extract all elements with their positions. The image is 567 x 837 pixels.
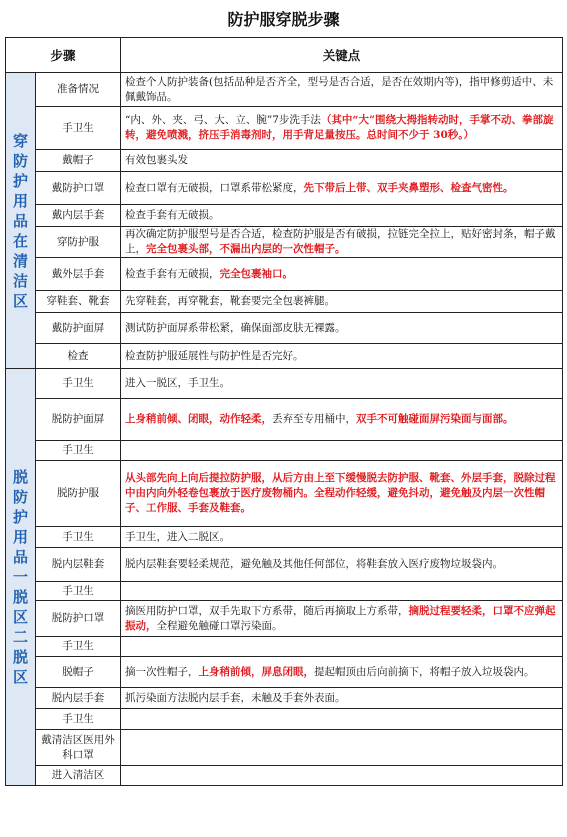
section-label-text: 脱防护用品 一脱区二脱区 (12, 468, 28, 686)
key-point-cell (121, 441, 563, 461)
key-point-emphasis: 完全包裹袖口。 (219, 267, 294, 280)
table-row (6, 291, 563, 313)
key-point-emphasis: 先下带后上带、双手夹鼻塑形、检查气密性。 (303, 181, 514, 194)
step-cell: 手卫生 (36, 369, 121, 399)
key-point-cell (121, 730, 563, 766)
key-point-cell (121, 688, 563, 709)
step-cell: 手卫生 (36, 637, 121, 657)
table-row (6, 344, 563, 369)
step-cell: 手卫生 (36, 527, 121, 548)
key-point-emphasis: （其中“大”围绕大拇指转动时，手掌不动、拳部旋转，避免喷溅，挤压手消毒剂时，用手背足量按压。总时间不少于 30秒。） (125, 114, 554, 141)
table-row (6, 313, 563, 344)
step-cell: 手卫生 (36, 441, 121, 461)
key-point-cell (121, 709, 563, 730)
table-header-row (6, 38, 563, 73)
step-cell: 戴清洁区医用外科口罩 (36, 730, 121, 766)
step-cell: 穿鞋套、靴套 (36, 291, 121, 313)
page-title: 防护服穿脱步骤 (227, 10, 340, 29)
key-point-emphasis: 双手不可触碰面屏污染面与面部。 (356, 413, 514, 425)
key-point-cell (121, 313, 563, 344)
step-cell: 脱帽子 (36, 657, 121, 688)
key-point-text: 全程避免触碰口罩污染面。 (156, 619, 283, 632)
table-row (6, 582, 563, 601)
steps-table (5, 37, 563, 786)
step-cell: 准备情况 (36, 73, 121, 107)
key-point-cell (121, 107, 563, 150)
table-row (6, 766, 563, 786)
key-point-text: 提起帽顶由后向前摘下，将帽子放入垃圾袋内。 (314, 665, 535, 678)
table-row (6, 688, 563, 709)
header-step: 步骤 (6, 38, 121, 73)
step-cell: 脱防护面屏 (36, 399, 121, 441)
step-cell: 脱防护服 (36, 461, 121, 527)
table-row (6, 205, 563, 227)
table-row (6, 150, 563, 172)
key-point-cell (121, 399, 563, 441)
key-point-cell (121, 582, 563, 601)
step-cell: 脱防护口罩 (36, 601, 121, 637)
table-row (6, 527, 563, 548)
step-cell: 进入清洁区 (36, 766, 121, 786)
section-label (6, 369, 36, 786)
key-point-text: 有效包裹头发 (125, 154, 189, 166)
table-row (6, 107, 563, 150)
step-cell: 戴外层手套 (36, 258, 121, 291)
table-row (6, 461, 563, 527)
table-row (6, 258, 563, 291)
table-row (6, 369, 563, 399)
key-point-emphasis: 上身稍前倾，屏息闭眼， (198, 665, 315, 678)
header-key: 关键点 (121, 38, 563, 73)
table-row (6, 73, 563, 107)
key-point-emphasis: 上身稍前倾、闭眼，动作轻柔， (125, 413, 273, 425)
key-point-text: 脱内层鞋套要轻柔规范，避免触及其他任何部位，将鞋套放入医疗废物垃圾袋内。 (125, 558, 504, 570)
table-row (6, 601, 563, 637)
key-point-cell (121, 369, 563, 399)
step-cell: 手卫生 (36, 709, 121, 730)
key-point-text: 丢弃至专用桶中， (272, 413, 357, 425)
table-row (6, 637, 563, 657)
key-point-cell (121, 73, 563, 107)
step-cell: 戴防护面屏 (36, 313, 121, 344)
key-point-text: 检查个人防护装备(包括品种是否齐全，型号是否合适，是否在效期内等)，指甲修剪适中、未佩戴饰品。 (125, 75, 554, 103)
step-cell: 脱内层鞋套 (36, 548, 121, 582)
key-point-cell (121, 657, 563, 688)
table-row (6, 227, 563, 258)
key-point-cell (121, 258, 563, 291)
key-point-cell (121, 150, 563, 172)
key-point-text: 再次确定防护服型号是否合适，检查防护服是否有破损，拉链完全拉上，贴好密封条，帽子戴上， (125, 228, 556, 255)
key-point-cell (121, 527, 563, 548)
key-point-cell (121, 344, 563, 369)
key-point-text: 检查手套有无破损， (125, 267, 220, 280)
table-row (6, 399, 563, 441)
key-point-text: 摘一次性帽子， (125, 665, 199, 678)
step-cell: 手卫生 (36, 107, 121, 150)
key-point-emphasis: 摘脱过程要轻柔，口罩不应弹起振动， (125, 604, 556, 632)
key-point-text: 抓污染面方法脱内层手套，未触及手套外表面。 (125, 691, 346, 704)
key-point-text: 检查防护服延展性与防护性是否完好。 (125, 349, 304, 362)
table-row (6, 172, 563, 205)
key-point-text: 先穿鞋套，再穿靴套，靴套要完全包裹裤腿。 (125, 295, 336, 307)
table-row (6, 441, 563, 461)
key-point-text: 测试防护面屏系带松紧，确保面部皮肤无裸露。 (125, 321, 346, 334)
key-point-cell (121, 205, 563, 227)
key-point-cell (121, 548, 563, 582)
step-cell: 戴内层手套 (36, 205, 121, 227)
key-point-emphasis: 从头部先向上向后提拉防护服，从后方由上至下缓慢脱去防护服、靴套、外层手套，脱除过程中由内向外轻卷包裹放于医疗废物桶内。全程动作轻缓，避免抖动，避免触及内层一次性帽子、工作服、手套及鞋套。 (125, 472, 556, 514)
key-point-text: “内、外、夹、弓、大、立、腕”7步洗手法 (125, 114, 321, 126)
step-cell: 检查 (36, 344, 121, 369)
key-point-text: 进入一脱区，手卫生。 (125, 377, 231, 389)
key-point-text: 手卫生，进入二脱区。 (125, 530, 231, 543)
key-point-cell (121, 637, 563, 657)
key-point-emphasis: 完全包裹头部，不漏出内层的一次性帽子。 (146, 243, 346, 255)
key-point-cell (121, 601, 563, 637)
step-cell: 手卫生 (36, 582, 121, 601)
section-label-text: 穿防护用品 在清洁区 (12, 131, 28, 310)
step-cell: 戴帽子 (36, 150, 121, 172)
table-row (6, 548, 563, 582)
key-point-text: 摘医用防护口罩，双手先取下方系带，随后再摘取上方系带， (125, 604, 409, 617)
key-point-cell (121, 766, 563, 786)
table-row (6, 657, 563, 688)
key-point-text: 检查口罩有无破损，口罩系带松紧度， (125, 181, 304, 194)
table-row (6, 709, 563, 730)
key-point-text: 检查手套有无破损。 (125, 209, 220, 221)
table-row (6, 730, 563, 766)
step-cell: 穿防护服 (36, 227, 121, 258)
table-body (6, 73, 563, 786)
step-cell: 脱内层手套 (36, 688, 121, 709)
key-point-cell (121, 172, 563, 205)
section-label (6, 73, 36, 369)
key-point-cell (121, 227, 563, 258)
step-cell: 戴防护口罩 (36, 172, 121, 205)
key-point-cell (121, 461, 563, 527)
key-point-cell (121, 291, 563, 313)
